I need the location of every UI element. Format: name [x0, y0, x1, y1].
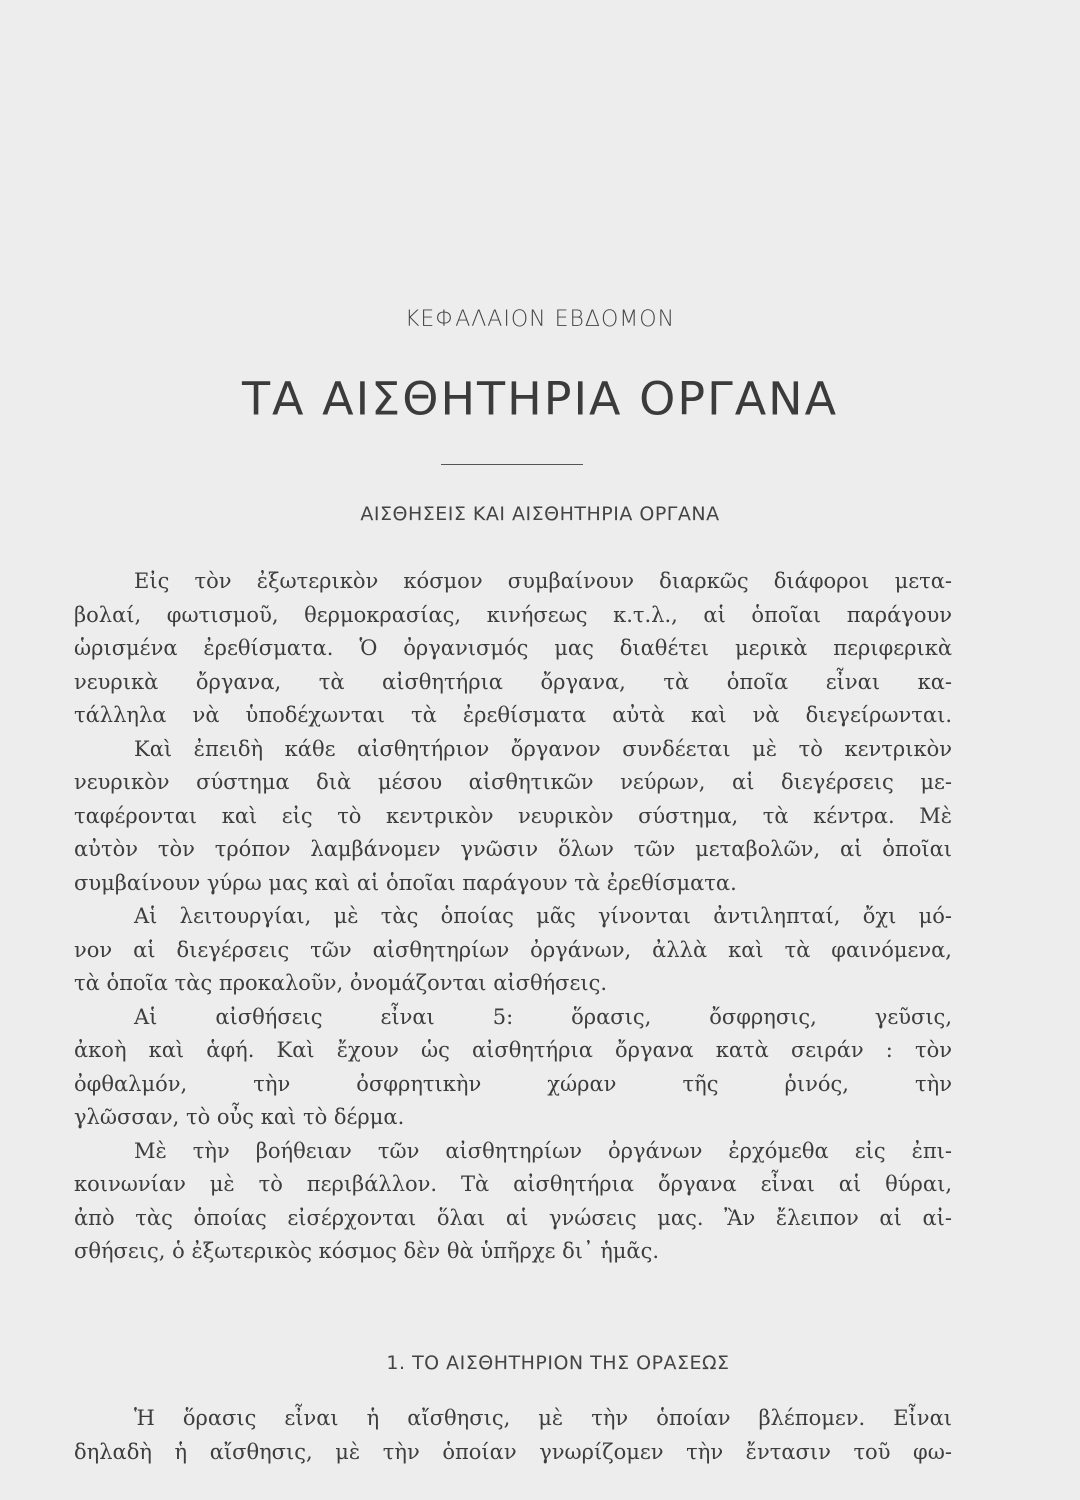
text-line: ὀφθαλμόν, τὴν ὀσφρητικὴν χώραν τῆς ῥινός, τὴν	[74, 1071, 952, 1096]
text-line: συμβαίνουν γύρω μας καὶ αἱ ὁποῖαι παράγουν τὰ ἐρεθίσματα.	[74, 870, 737, 895]
text-line: Αἱ λειτουργίαι, μὲ τὰς ὁποίας μᾶς γίνονται ἀντιληπταί, ὄχι μό-	[134, 904, 952, 928]
subsection-heading: 1. ΤΟ ΑΙΣΘΗΤΗΡΙΟΝ ΤΗΣ ΟΡΑΣΕΩΣ	[386, 1352, 730, 1374]
text-line: ταφέρονται καὶ εἰς τὸ κεντρικὸν νευρικὸν σύστημα, τὰ κέντρα. Μὲ	[74, 803, 952, 828]
text-line: ὡρισμένα ἐρεθίσματα. Ὁ ὀργανισμός μας διαθέτει μερικὰ περιφερικὰ	[74, 636, 952, 660]
text-line: Αἱ αἰσθήσεις εἶναι 5: ὅρασις, ὄσφρησις, γεῦσις,	[134, 1004, 952, 1029]
section-body	[74, 565, 952, 1269]
text-line: τὰ ὁποῖα τὰς προκαλοῦν, ὀνομάζονται αἰσθήσεις.	[74, 971, 608, 995]
chapter-title: ΤΑ ΑΙΣΘΗΤΗΡΙΑ ΟΡΓΑΝΑ	[241, 372, 839, 426]
text-line: δηλαδὴ ἡ αἴσθησις, μὲ τὴν ὁποίαν γνωρίζομεν τὴν ἔντασιν τοῦ φω-	[74, 1439, 952, 1464]
text-line: Ἡ ὅρασις εἶναι ἡ αἴσθησις, μὲ τὴν ὁποίαν βλέπομεν. Εἶναι	[134, 1406, 952, 1430]
text-line: γλῶσσαν, τὸ οὖς καὶ τὸ δέρμα.	[74, 1105, 405, 1129]
text-line: νευρικὰ ὄργανα, τὰ αἰσθητήρια ὄργανα, τὰ ὁποῖα εἶναι κα-	[74, 669, 952, 694]
subsection-body	[74, 1402, 952, 1469]
text-line: ἀκοὴ καὶ ἁφή. Καὶ ἔχουν ὡς αἰσθητήρια ὄργανα κατὰ σειράν : τὸν	[74, 1038, 952, 1062]
text-line: κοινωνίαν μὲ τὸ περιβάλλον. Τὰ αἰσθητήρια ὄργανα εἶναι αἱ θύραι,	[74, 1172, 952, 1196]
text-line: τάλληλα νὰ ὑποδέχωνται τὰ ἐρεθίσματα αὐτὰ καὶ νὰ διεγείρωνται.	[74, 703, 952, 727]
text-line: ἀπὸ τὰς ὁποίας εἰσέρχονται ὅλαι αἱ γνώσεις μας. Ἂν ἔλειπον αἱ αἰ-	[74, 1205, 952, 1230]
text-line: Καὶ ἐπειδὴ κάθε αἰσθητήριον ὄργανον συνδέεται μὲ τὸ κεντρικὸν	[134, 736, 952, 761]
text-line: νευρικὸν σύστημα διὰ μέσου αἰσθητικῶν νεύρων, αἱ διεγέρσεις με-	[74, 770, 952, 794]
chapter-label: ΚΕΦΑΛΑΙΟΝ ΕΒΔΟΜΟΝ	[404, 307, 676, 332]
text-line: Μὲ τὴν βοήθειαν τῶν αἰσθητηρίων ὀργάνων ἐρχόμεθα εἰς ἐπι-	[134, 1138, 952, 1163]
text-line: Εἰς τὸν ἐξωτερικὸν κόσμον συμβαίνουν διαρκῶς διάφοροι μετα-	[134, 569, 952, 593]
title-divider	[441, 464, 583, 465]
text-line: βολαί, φωτισμοῦ, θερμοκρασίας, κινήσεως κ.τ.λ., αἱ ὁποῖαι παράγουν	[74, 602, 952, 627]
text-line: αὐτὸν τὸν τρόπον λαμβάνομεν γνῶσιν ὅλων τῶν μεταβολῶν, αἱ ὁποῖαι	[74, 837, 952, 861]
text-line: σθήσεις, ὁ ἐξωτερικὸς κόσμος δὲν θὰ ὑπῆρχε δι᾽ ἡμᾶς.	[74, 1239, 660, 1263]
section-heading: ΑΙΣΘΗΣΕΙΣ ΚΑΙ ΑΙΣΘΗΤΗΡΙΑ ΟΡΓΑΝΑ	[360, 503, 720, 525]
text-line: νον αἱ διεγέρσεις τῶν αἰσθητηρίων ὀργάνων, ἀλλὰ καὶ τὰ φαινόμενα,	[74, 937, 952, 962]
